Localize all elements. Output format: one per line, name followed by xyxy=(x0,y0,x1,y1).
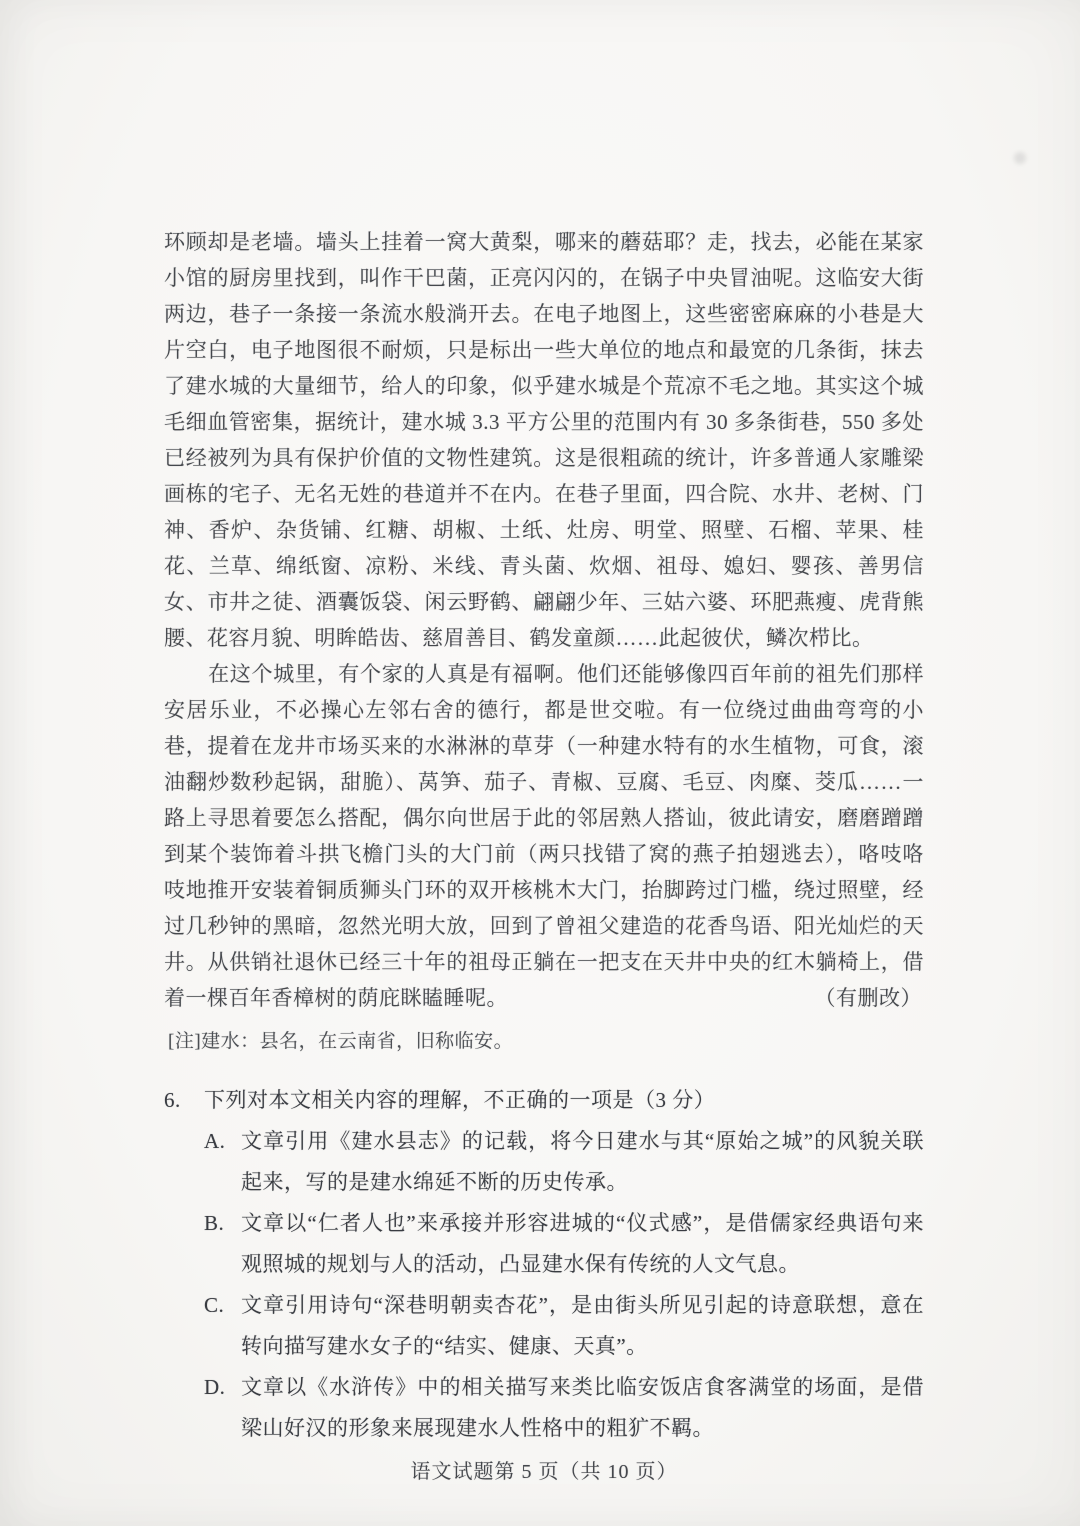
page-footer-text: 语文试题第 5 页（共 10 页） xyxy=(410,1461,678,1483)
option-c-text: 文章引用诗句“深巷明朝卖杏花”，是由街头所见引起的诗意联想，意在转向描写建水女子的“结实、健康、天真”。 xyxy=(241,1293,924,1358)
option-b-text: 文章以“仁者人也”来承接并形容进城的“仪式感”，是借儒家经典语句来观照城的规划与人的活动，凸显建水保有传统的人文气息。 xyxy=(241,1211,924,1276)
attribution-note: （有删改） xyxy=(814,986,922,1010)
option-a-text: 文章引用《建水县志》的记载，将今日建水与其“原始之城”的风貌关联起来，写的是建水绵延不断的历史传承。 xyxy=(241,1129,924,1194)
option-c-label: C. xyxy=(204,1293,225,1317)
question-number: 6. xyxy=(164,1088,181,1112)
option-d-text: 文章以《水浒传》中的相关描写来类比临安饭店食客满堂的场面，是借梁山好汉的形象来展现建水人性格中的粗犷不羁。 xyxy=(241,1375,924,1440)
passage-paragraph-1: 环顾却是老墙。墙头上挂着一窝大黄梨，哪来的蘑菇耶？走，找去，必能在某家小馆的厨房里找到，叫作干巴菌，正亮闪闪的，在锅子中央冒油呢。这临安大街两边，巷子一条接一条流水般淌开去。在电子地图上，这些密密麻麻的小巷是大片空白，电子地图很不耐烦，只是标出一些大单位的地点和最宽的几条街，抹去了建水城的大量细节，给人的印象，似乎建水城是个荒凉不毛之地。其实这个城毛细血管密集，据统计，建水城 3.3 平方公里的范围内有 30 多条街巷，550 多处已经被列为具有保护价值的文物性建筑。这是很粗疏的统计，许多普通人家雕梁画栋的宅子、无名无姓的巷道并不在内。在巷子里面，四合院、水井、老树、门神、香炉、杂货铺、红糖、胡椒、土纸、灶房、明堂、照壁、石榴、苹果、桂花、兰草、绵纸窗、凉粉、米线、青头菌、炊烟、祖母、媳妇、婴孩、善男信女、市井之徒、酒囊饭袋、闲云野鹤、翩翩少年、三姑六婆、环肥燕瘦、虎背熊腰、花容月貌、明眸皓齿、慈眉善目、鹤发童颜……此起彼伏，鳞次栉比。 xyxy=(164,230,924,650)
option-c xyxy=(204,1285,924,1367)
options-list xyxy=(204,1121,924,1449)
option-b-label: B. xyxy=(204,1211,225,1235)
option-a xyxy=(204,1121,924,1203)
page-footer xyxy=(164,1455,924,1484)
passage xyxy=(164,224,924,1056)
question-stem: 下列对本文相关内容的理解，不正确的一项是（3 分） xyxy=(204,1088,716,1112)
passage-paragraph-2-text: 在这个城里，有个家的人真是有福啊。他们还能够像四百年前的祖先们那样安居乐业，不必操心左邻右舍的德行，都是世交啦。有一位绕过曲曲弯弯的小巷，提着在龙井市场买来的水淋淋的草芽（一种建水特有的水生植物，可食，滚油翻炒数秒起锅，甜脆）、莴笋、茄子、青椒、豆腐、毛豆、肉糜、茭瓜……一路上寻思着要怎么搭配，偶尔向世居于此的邻居熟人搭讪，彼此请安，磨磨蹭蹭到某个装饰着斗拱飞檐门头的大门前（两只找错了窝的燕子拍翅逃去），咯吱咯吱地推开安装着铜质狮头门环的双开核桃木大门，抬脚跨过门槛，绕过照壁，经过几秒钟的黑暗，忽然光明大放，回到了曾祖父建造的花香鸟语、阳光灿烂的天井。从供销社退休已经三十年的祖母正躺在一把支在天井中央的红木躺椅上，借着一棵百年香樟树的荫庇眯瞌睡呢。 xyxy=(164,662,924,1010)
passage-paragraph-2 xyxy=(164,656,924,1016)
question-stem-row xyxy=(164,1080,924,1121)
option-d xyxy=(204,1367,924,1449)
option-d-label: D. xyxy=(204,1375,226,1399)
option-b xyxy=(204,1203,924,1285)
scan-artifact xyxy=(1014,152,1026,164)
question-6 xyxy=(164,1080,924,1449)
source-note: [注]建水：县名，在云南省，旧称临安。 xyxy=(168,1031,514,1052)
option-a-label: A. xyxy=(204,1129,226,1153)
